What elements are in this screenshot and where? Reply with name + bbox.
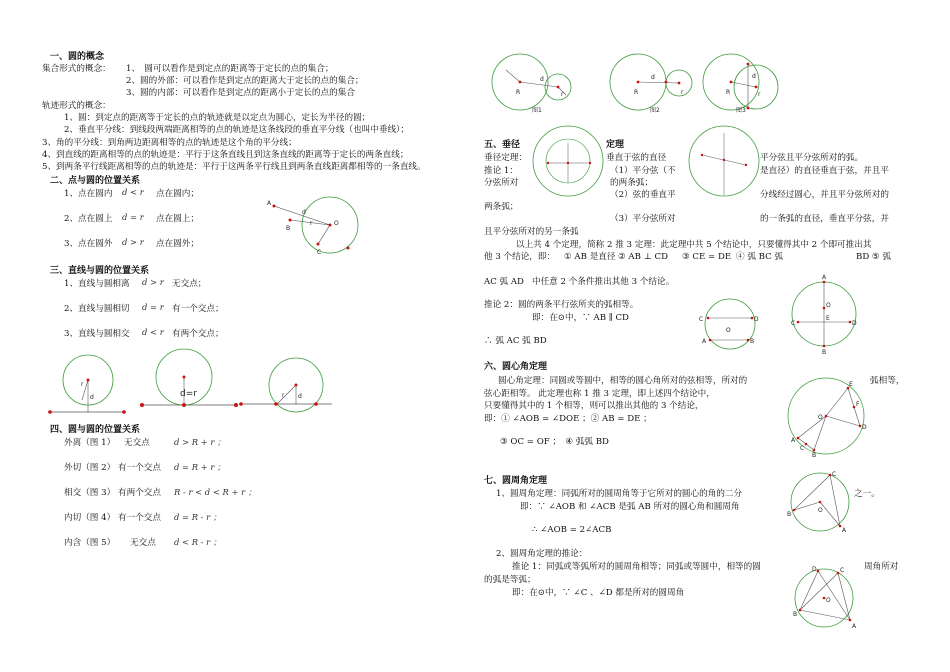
s5-line9d: ③ CE = DE xyxy=(682,252,732,262)
line-tangent-label: 2、直线与圆相切 xyxy=(64,304,130,314)
f3-d: d xyxy=(752,73,756,80)
s5-line10a: AC 弧 AD xyxy=(484,277,524,287)
s7-line5a: 推论 1：同弧或等弧所对的圆周角相等；同弧或等圆中，相等的圆 xyxy=(512,562,761,572)
s5-line4c: 分线经过圆心，并且平分弦所对的 xyxy=(760,190,889,200)
label-c: C xyxy=(317,249,322,256)
cc-contain-label: 内含（图 5） xyxy=(64,538,116,548)
s7-line4: 2、圆周角定理的推论： xyxy=(496,549,588,559)
point-inside-label: 1、点在圆内 xyxy=(64,189,113,199)
cc-int-tangent-formula: d = R - r ； xyxy=(174,512,222,522)
locus-concept-label: 轨迹形式的概念： xyxy=(42,101,111,111)
pcf-a: A xyxy=(822,274,827,281)
f1-R: R xyxy=(516,89,521,96)
s5-line8: 以上共 4 个定理，简称 2 推 3 定理：此定理中共 5 个结论中，只要懂得其中 2 个即可推出其 xyxy=(516,240,872,250)
s6-line5: ③ OC = OF ； ④ 弧弧 BD xyxy=(500,437,609,447)
sep-d: d xyxy=(90,394,94,401)
point-on-result: 点在圆上； xyxy=(156,214,199,224)
tan-dr: d=r xyxy=(180,389,197,399)
pcf-e: E xyxy=(826,315,830,322)
set-concept-2: 2、圆的外部：可以看作是到定点的距离大于定长的点的集合； xyxy=(126,76,364,86)
pcf-d: D xyxy=(852,320,857,327)
locus-2: 2、垂直平分线：到线段两端距离相等的点的轨迹是这条线段的垂直平分线（也叫中垂线）； xyxy=(64,125,409,135)
inscribed-angle-figure xyxy=(788,470,852,534)
cc-intersect-label: 相交（图 3） xyxy=(64,488,116,498)
cc-intersect-formula: R - r < d < R + r ； xyxy=(174,487,257,497)
s5-line1c: 平分弦且平分弦所对的弧。 xyxy=(760,153,864,163)
perpendicular-diameter-figures xyxy=(528,133,768,217)
sep-r: r xyxy=(81,381,84,388)
line-separate-label: 1、直线与圆相离 xyxy=(64,279,130,289)
s6-line3: 只要懂得其中的 1 个相等，则可以推出其他的 3 个结论， xyxy=(484,401,704,411)
line-separate-formula: d > r xyxy=(142,277,164,287)
section-5-title-a: 五、垂径 xyxy=(484,140,521,150)
section-2-title: 二、点与圆的位置关系 xyxy=(50,176,141,186)
set-concept-1: 1、 圆可以看作是到定点的距离等于定长的点的集合； xyxy=(126,64,334,74)
line-intersect-result: 有两个交点； xyxy=(172,329,224,339)
s5-line9f: BD ⑤ 弧 xyxy=(856,252,891,262)
pc-o: O xyxy=(726,327,731,334)
s7-line7: 即：在⊙中，∵ ∠C 、∠D 都是所对的圆周角 xyxy=(512,588,685,598)
s7-line1b: 之一。 xyxy=(854,489,880,499)
section-5-title-b: 定理 xyxy=(606,140,625,150)
s5-corollary2-a: 即：在⊙中，∵ AB ∥ CD xyxy=(532,313,629,323)
ca-f: F xyxy=(856,401,860,408)
label-d: d xyxy=(302,209,306,216)
cc-int-tangent-points: 有一个交点 xyxy=(118,513,161,523)
iac-a: A xyxy=(852,623,857,630)
label-a: A xyxy=(267,200,272,207)
s5-line7: 且平分弦所对的另一条弧 xyxy=(484,227,579,237)
iac-d: D xyxy=(812,566,817,573)
pc-d: D xyxy=(754,316,759,323)
pc-c: C xyxy=(699,316,704,323)
s6-line2: 弦心距相等。 此定理也称 1 推 3 定理，即上述四个结论中， xyxy=(484,389,715,399)
s5-line6c: 的一条弧的直径，垂直平分弦，并 xyxy=(760,214,889,224)
label-b: B xyxy=(286,225,291,232)
ca-o: O xyxy=(818,414,823,421)
fig2-caption: 图2 xyxy=(650,107,660,114)
s7-line6: 的弧是等弧； xyxy=(484,575,536,585)
pcf-b: B xyxy=(822,349,827,356)
cc-contain-formula: d < R - r ； xyxy=(174,537,222,547)
cc-ext-tangent-label: 外切（图 2） xyxy=(64,463,116,473)
line-tangent-result: 有一个交点； xyxy=(172,304,224,314)
s5-line9e: ④ 弧 BC 弧 xyxy=(736,252,784,262)
cc-separate-label: 外离（图 1） xyxy=(64,438,116,448)
section-4-title: 四、圆与圆的位置关系 xyxy=(50,425,141,435)
s5-line10b: 中任意 2 个条件推出其他 3 个结论。 xyxy=(532,277,675,287)
cc-int-tangent-label: 内切（图 4） xyxy=(64,513,116,523)
section-7-title: 七、圆周角定理 xyxy=(484,476,548,486)
iac-b: B xyxy=(793,611,798,618)
section-3-title: 三、直线与圆的位置关系 xyxy=(50,266,150,276)
f1-r: r xyxy=(561,91,564,98)
line-intersect-formula: d < r xyxy=(142,327,164,337)
central-angle-figure xyxy=(786,376,870,458)
ca-d: D xyxy=(862,424,867,431)
locus-3: 3、角的平分线：到角两边距离相等的点的轨迹是这个角的平分线； xyxy=(42,138,297,148)
point-outside-label: 3、点在圆外 xyxy=(64,239,113,249)
s5-line2c: 是直径）的直径垂直于弦，并且平 xyxy=(760,166,889,176)
pc-a: A xyxy=(702,338,707,345)
point-on-label: 2、点在圆上 xyxy=(64,214,113,224)
ca-c: C xyxy=(800,445,805,452)
ia-c: C xyxy=(832,471,837,478)
line-tangent-formula: d = r xyxy=(142,302,164,312)
line-separate-result: 无交点； xyxy=(172,279,207,289)
s5-corollary2: 推论 2：圆的两条平行弦所夹的弧相等。 xyxy=(484,300,639,310)
s6-line4: 即：① ∠AOB = ∠DOE ；② AB = DE ； xyxy=(484,414,652,424)
label-r: r xyxy=(310,220,313,227)
int-r: r xyxy=(282,392,285,399)
ca-a: A xyxy=(791,437,796,444)
s5-line1a: 垂径定理： xyxy=(484,153,527,163)
f1-d: d xyxy=(540,76,544,83)
point-outside-formula: d > r xyxy=(122,237,144,247)
pc-b: B xyxy=(750,338,755,345)
s6-line1a: 圆心角定理：同圆或等圆中，相等的圆心角所对的弦相等，所对的 xyxy=(498,376,748,386)
fig3-caption: 图3 xyxy=(736,107,746,114)
circle-circle-figures xyxy=(486,50,796,114)
iac-c: C xyxy=(840,567,845,574)
set-concept-label: 集合形式的概念： xyxy=(42,64,111,74)
s7-line2: 即：∵ ∠AOB 和 ∠ACB 是弧 AB 所对的圆心角和圆周角 xyxy=(520,502,740,512)
ia-b: B xyxy=(787,511,792,518)
cc-separate-points: 无交点 xyxy=(124,438,150,448)
perpendicular-chord-figure xyxy=(790,272,860,356)
set-concept-3: 3、圆的内部：可以看作是到定点的距离小于定长的点的集合 xyxy=(126,88,355,98)
locus-1: 1、圆：到定点的距离等于定长的点的轨迹就是以定点为圆心，定长为半径的圆； xyxy=(64,113,371,123)
point-inside-formula: d < r xyxy=(122,187,144,197)
int-d: d xyxy=(298,393,302,400)
f2-R: R xyxy=(634,89,639,96)
inscribed-angle-corollary-figure xyxy=(792,566,862,630)
locus-5: 5、到两条平行线距离相等的点的轨迹是：平行于这两条平行线且到两条直线距离都相等的一条直线。 xyxy=(42,162,426,172)
parallel-chords-figure xyxy=(696,302,766,352)
section-1-title: 一、圆的概念 xyxy=(50,52,105,62)
point-circle-figure xyxy=(262,194,362,256)
s5-line4b: （2）弦的垂直平 xyxy=(610,190,676,200)
s5-line5a: 两条弧； xyxy=(484,202,519,212)
s5-line9a: 他 3 个结论，即： xyxy=(484,252,556,262)
iac-o: O xyxy=(826,597,831,604)
cc-ext-tangent-points: 有一个交点 xyxy=(118,463,161,473)
line-circle-figures xyxy=(44,352,334,418)
ia-a: A xyxy=(842,527,847,534)
label-o: O xyxy=(334,220,339,227)
s7-line3: ∴ ∠AOB = 2∠ACB xyxy=(532,525,612,535)
point-outside-result: 点在圆外； xyxy=(156,239,199,249)
f3-r: r xyxy=(758,91,761,98)
s5-line3a: 分弦所对 xyxy=(484,178,519,188)
locus-4: 4、到直线的距离相等的点的轨迹是：平行于这条直线且到这条直线的距离等于定长的两条直线； xyxy=(42,150,409,160)
point-inside-result: 点在圆内； xyxy=(156,189,199,199)
s5-line2b: （1）平分弦（不 xyxy=(610,166,676,176)
point-on-formula: d = r xyxy=(122,212,144,222)
pcf-o: O xyxy=(826,302,831,309)
line-intersect-label: 3、直线与圆相交 xyxy=(64,329,130,339)
s5-line6b: （3）平分弦所对 xyxy=(610,214,676,224)
s5-line3b: 的两条弧； xyxy=(610,178,653,188)
f2-r: r xyxy=(681,89,684,96)
s6-line1b: 弧相等， xyxy=(870,376,905,386)
s5-corollary2-b: ∴ 弧 AC 弧 BD xyxy=(484,336,547,346)
pcf-c: C xyxy=(791,320,796,327)
s7-line1a: 1、圆周角定理：同弧所对的圆周角等于它所对的圆心的角的二分 xyxy=(496,489,743,499)
ia-o: O xyxy=(818,507,823,514)
cc-separate-formula: d > R + r ； xyxy=(174,437,226,447)
cc-ext-tangent-formula: d = R + r ； xyxy=(174,462,226,472)
section-6-title: 六、圆心角定理 xyxy=(484,362,548,372)
fig1-caption: 图1 xyxy=(532,107,542,114)
s5-line9b: ① AB 是直径 xyxy=(564,252,616,262)
s7-line5b: 周角所对 xyxy=(864,562,899,572)
s5-line9c: ② AB ⊥ CD xyxy=(618,252,668,262)
s5-line2a: 推论 1： xyxy=(484,166,518,176)
s5-line1b: 垂直于弦的直径 xyxy=(606,153,667,163)
f3-R: R xyxy=(726,89,731,96)
ca-b: B xyxy=(812,452,817,459)
cc-contain-points: 无交点 xyxy=(130,538,156,548)
f2-d: d xyxy=(651,74,655,81)
ca-e: E xyxy=(849,381,853,388)
cc-intersect-points: 有两个交点 xyxy=(118,488,161,498)
